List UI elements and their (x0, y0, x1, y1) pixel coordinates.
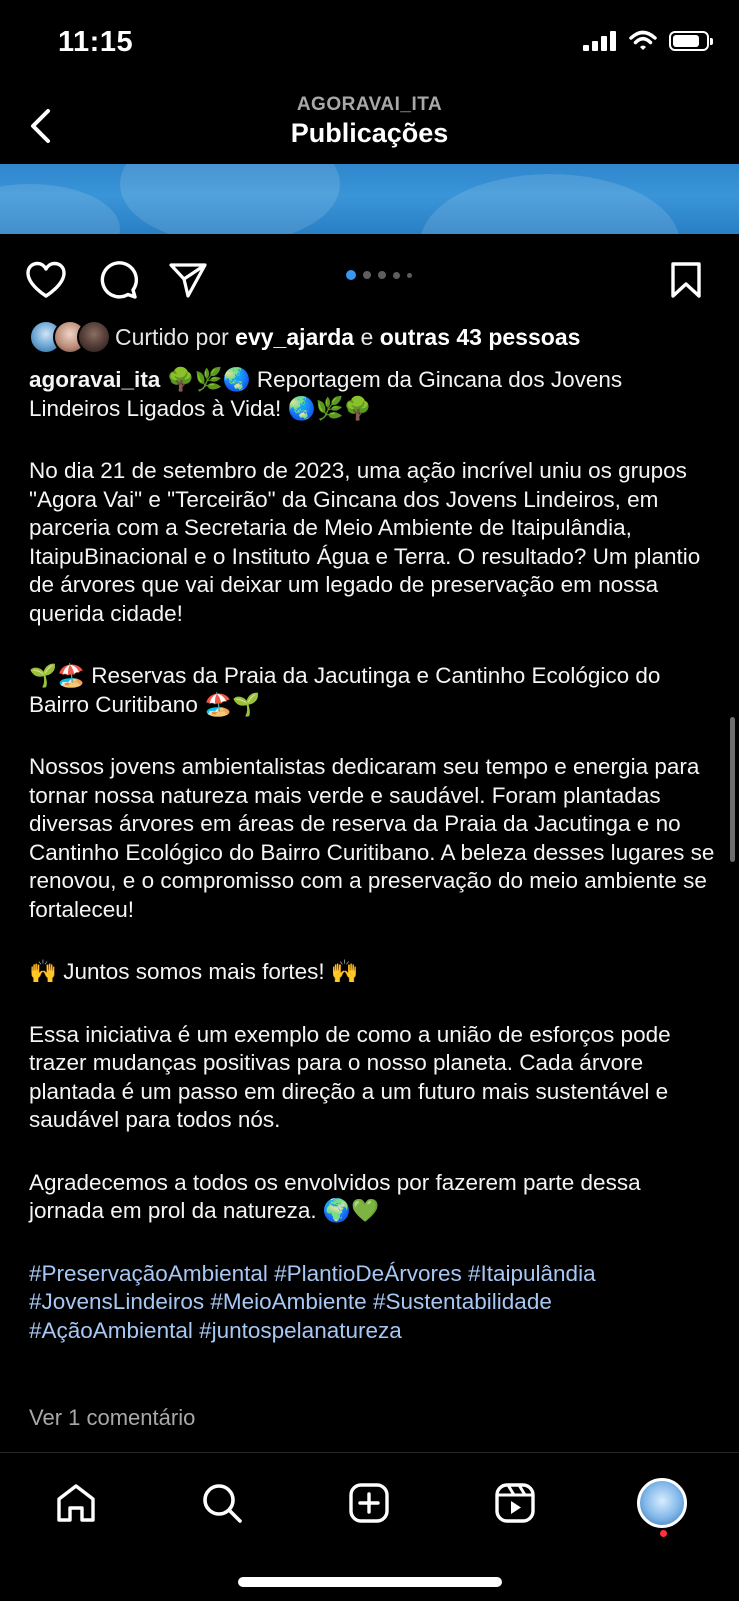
status-bar (0, 0, 739, 90)
nav-title-block (0, 94, 739, 149)
avatar (77, 320, 111, 354)
tab-search[interactable] (192, 1473, 252, 1533)
post-caption (29, 366, 719, 1353)
caption-paragraph: No dia 21 de setembro de 2023, uma ação incrível uniu os grupos "Agora Vai" e "Terceirão" da Gincana dos Jovens Lindeiros, em parceria com a Secretaria de Meio Ambiente de Itaipulândia, ItaipuBinacional e o Instituto Água e Terra. O resultado? Um plantio de árvores que vai deixar um legado de preservação em nossa querida cidade! (29, 458, 701, 626)
signal-icon (583, 31, 617, 51)
tab-create[interactable] (339, 1473, 399, 1533)
home-indicator[interactable] (238, 1577, 502, 1587)
carousel-dot (346, 270, 356, 280)
liked-by-joiner: e (360, 323, 374, 350)
carousel-dot (363, 271, 371, 279)
tab-home[interactable] (46, 1473, 106, 1533)
status-time: 11:15 (58, 26, 134, 58)
caption-paragraph: Essa iniciativa é um exemplo de como a união de esforços pode trazer mudanças positivas para o nosso planeta. Cada árvore plantada é um passo em direção a um futuro mais sustentável e saudável para todos nós. (29, 1021, 671, 1132)
page-title: Publicações (290, 118, 449, 148)
home-icon (55, 1483, 97, 1523)
notification-dot (660, 1530, 667, 1537)
profile-avatar (637, 1478, 687, 1528)
tab-reels[interactable] (485, 1473, 545, 1533)
comment-icon (98, 260, 138, 300)
status-icons (583, 30, 709, 52)
other-likers[interactable]: outras 43 pessoas (379, 323, 581, 350)
send-icon (168, 261, 208, 299)
caption-paragraph: Agradecemos a todos os envolvidos por fazerem parte dessa jornada em prol da natureza. 🌍💚 (29, 1169, 641, 1223)
bookmark-icon (670, 261, 702, 299)
battery-icon (669, 31, 709, 51)
tab-profile[interactable] (632, 1473, 692, 1533)
carousel-dot (407, 273, 412, 278)
view-comments-link[interactable]: Ver 1 comentário (29, 1405, 196, 1430)
caption-username[interactable]: agoravai_ita (29, 367, 161, 392)
liker-username[interactable]: evy_ajarda (235, 323, 355, 350)
reels-icon (494, 1482, 536, 1524)
carousel-dot (393, 272, 400, 279)
create-icon (348, 1482, 390, 1524)
comment-button[interactable] (96, 258, 140, 302)
scrollbar[interactable] (730, 717, 735, 862)
nav-header (0, 90, 739, 164)
liked-by-prefix: Curtido por (115, 323, 229, 350)
save-button[interactable] (664, 258, 708, 302)
liker-avatars (29, 320, 107, 354)
carousel-indicator (346, 270, 412, 280)
wifi-icon (629, 30, 657, 52)
search-icon (201, 1482, 243, 1524)
caption-intro: 🌳🌿🌏 Reportagem da Gincana dos Jovens Lindeiros Ligados à Vida! 🌏🌿🌳 (29, 367, 623, 421)
carousel-dot (378, 271, 386, 279)
account-name[interactable]: AGORAVAI_ITA (296, 94, 443, 115)
post-image[interactable] (0, 164, 739, 234)
like-button[interactable] (24, 258, 68, 302)
caption-hashtags[interactable]: #PreservaçãoAmbiental #PlantioDeÁrvores #Itaipulândia #JovensLindeiros #MeioAmbiente #Sustentabilidade #AçãoAmbiental #juntospelanatureza (29, 1260, 596, 1343)
caption-paragraph: Nossos jovens ambientalistas dedicaram seu tempo e energia para tornar nossa natureza mais verde e saudável. Foram plantadas diversas árvores em áreas de reserva da Praia da Jacutinga e no Cantinho Ecológico do Bairro Curitibano. A beleza desses lugares se renovou, e o compromisso com a preservação do meio ambiente se fortaleceu! (29, 754, 715, 922)
heart-icon (25, 261, 67, 299)
share-button[interactable] (166, 258, 210, 302)
caption-paragraph: 🙌 Juntos somos mais fortes! 🙌 (29, 959, 359, 984)
caption-paragraph: 🌱🏖️ Reservas da Praia da Jacutinga e Cantinho Ecológico do Bairro Curitibano 🏖️🌱 (29, 663, 661, 717)
likes-summary[interactable] (29, 320, 580, 354)
